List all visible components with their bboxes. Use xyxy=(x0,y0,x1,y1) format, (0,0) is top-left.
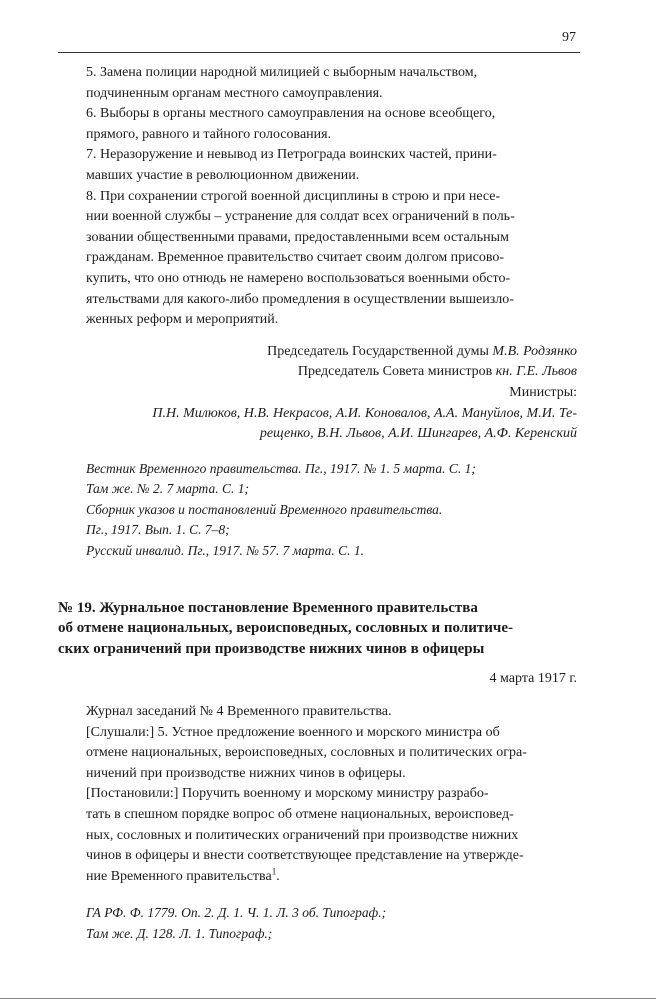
archive-ref: Там же. Д. 128. Л. 1. Типограф.; xyxy=(86,925,273,941)
duma-chair-signature xyxy=(86,342,577,363)
bottom-edge xyxy=(0,998,656,999)
text-line: прямого, равного и тайного голосования. xyxy=(86,126,332,142)
archive-references xyxy=(86,903,577,944)
text-line: нии военной службы – устранение для солдат всех ограничений в поль- xyxy=(86,209,515,225)
ministers-names xyxy=(86,404,577,445)
document-body xyxy=(86,702,577,887)
text-line xyxy=(86,867,577,888)
text-line: гражданам. Временное правительство считает своим долгом присово- xyxy=(86,250,505,266)
text-line: чинов в офицеры и внести соответствующее представление на утвержде- xyxy=(86,848,524,864)
council-chair-name: кн. Г.Е. Львов xyxy=(495,364,577,380)
duma-chair-title: Председатель Государственной думы xyxy=(267,343,493,359)
text-line: 7. Неразоружение и невывод из Петрограда воинских частей, прини- xyxy=(86,147,497,163)
source-ref: Сборник указов и постановлений Временного правительства. xyxy=(86,501,443,517)
document-date: 4 марта 1917 г. xyxy=(489,671,577,687)
archive-ref: ГА РФ. Ф. 1779. Оп. 2. Д. 1. Ч. 1. Л. 3 об. Типограф.; xyxy=(86,905,387,921)
text-line: 6. Выборы в органы местного самоуправления на основе всеобщего, xyxy=(86,106,496,122)
text-line: ятельствами для какого-либо промедления в осуществлении вышеизло- xyxy=(86,291,514,307)
council-chair-title: Председатель Совета министров xyxy=(297,364,496,380)
source-ref: Вестник Временного правительства. Пг., 1917. № 1. 5 марта. С. 1; xyxy=(86,460,476,476)
text-line: мавших участие в революционном движении. xyxy=(86,167,360,183)
signatures xyxy=(86,342,577,445)
text-fragment: . xyxy=(276,868,280,884)
ministers-label: Министры: xyxy=(509,384,577,400)
source-ref: Там же. № 2. 7 марта. С. 1; xyxy=(86,481,249,497)
heading-line: ских ограничений при производстве нижних чинов в офицеры xyxy=(58,640,485,657)
text-fragment: ние Временного правительства xyxy=(86,868,272,884)
text-line: тать в спешном порядке вопрос об отмене национальных, вероисповед- xyxy=(86,807,514,822)
source-ref: Пг., 1917. Вып. 1. С. 7–8; xyxy=(86,522,230,538)
text-line: ных, сословных и политических ограничений при производстве нижних xyxy=(86,827,519,843)
ministers-line: рещенко, В.Н. Львов, А.И. Шингарев, А.Ф. Керенский xyxy=(259,426,577,442)
text-line: купить, что оно отнюдь не намерено воспользоваться военными обсто- xyxy=(86,270,511,286)
ministers-line: П.Н. Милюков, Н.В. Некрасов, А.И. Коновалов, А.А. Мануйлов, М.И. Те- xyxy=(152,405,577,421)
text-line: [Постановили:] Поручить военному и морскому министру разрабо- xyxy=(86,786,489,802)
page-content xyxy=(58,63,577,945)
heard-paragraph xyxy=(86,723,577,785)
reform-item-7 xyxy=(86,145,577,186)
footnote-marker: 1 xyxy=(271,866,277,877)
page-number: 97 xyxy=(562,30,576,45)
header-rule xyxy=(58,52,580,53)
resolved-paragraph xyxy=(86,784,577,887)
source-references xyxy=(86,459,577,562)
document-heading xyxy=(58,598,577,660)
journal-line: Журнал заседаний № 4 Временного правительства. xyxy=(86,704,392,720)
source-ref: Русский инвалид. Пг., 1917. № 57. 7 марта. С. 1. xyxy=(86,543,365,559)
council-chair-signature xyxy=(86,362,577,383)
text-line: 5. Замена полиции народной милицией с выборным начальством, xyxy=(86,65,478,80)
reform-item-8 xyxy=(86,187,577,331)
duma-chair-name: М.В. Родзянко xyxy=(492,343,577,359)
text-line: отмене национальных, вероисповедных, сословных и политических огра- xyxy=(86,745,527,761)
reform-list xyxy=(86,63,577,331)
text-line: ничений при производстве нижних чинов в офицеры. xyxy=(86,765,406,781)
text-line: подчиненным органам местного самоуправления. xyxy=(86,85,383,101)
reform-item-5 xyxy=(86,63,577,104)
heading-line: об отмене национальных, вероисповедных, сословных и политиче- xyxy=(58,620,514,637)
text-line: женных реформ и мероприятий. xyxy=(86,312,279,328)
text-line: зовании общественными правами, предоставленными всем остальным xyxy=(86,229,509,245)
text-line: [Слушали:] 5. Устное предложение военного и морского министра об xyxy=(86,724,500,740)
reform-item-6 xyxy=(86,104,577,145)
text-line: 8. При сохранении строгой военной дисциплины в строю и при несе- xyxy=(86,188,501,204)
heading-line: № 19. Журнальное постановление Временного правительства xyxy=(58,599,478,616)
